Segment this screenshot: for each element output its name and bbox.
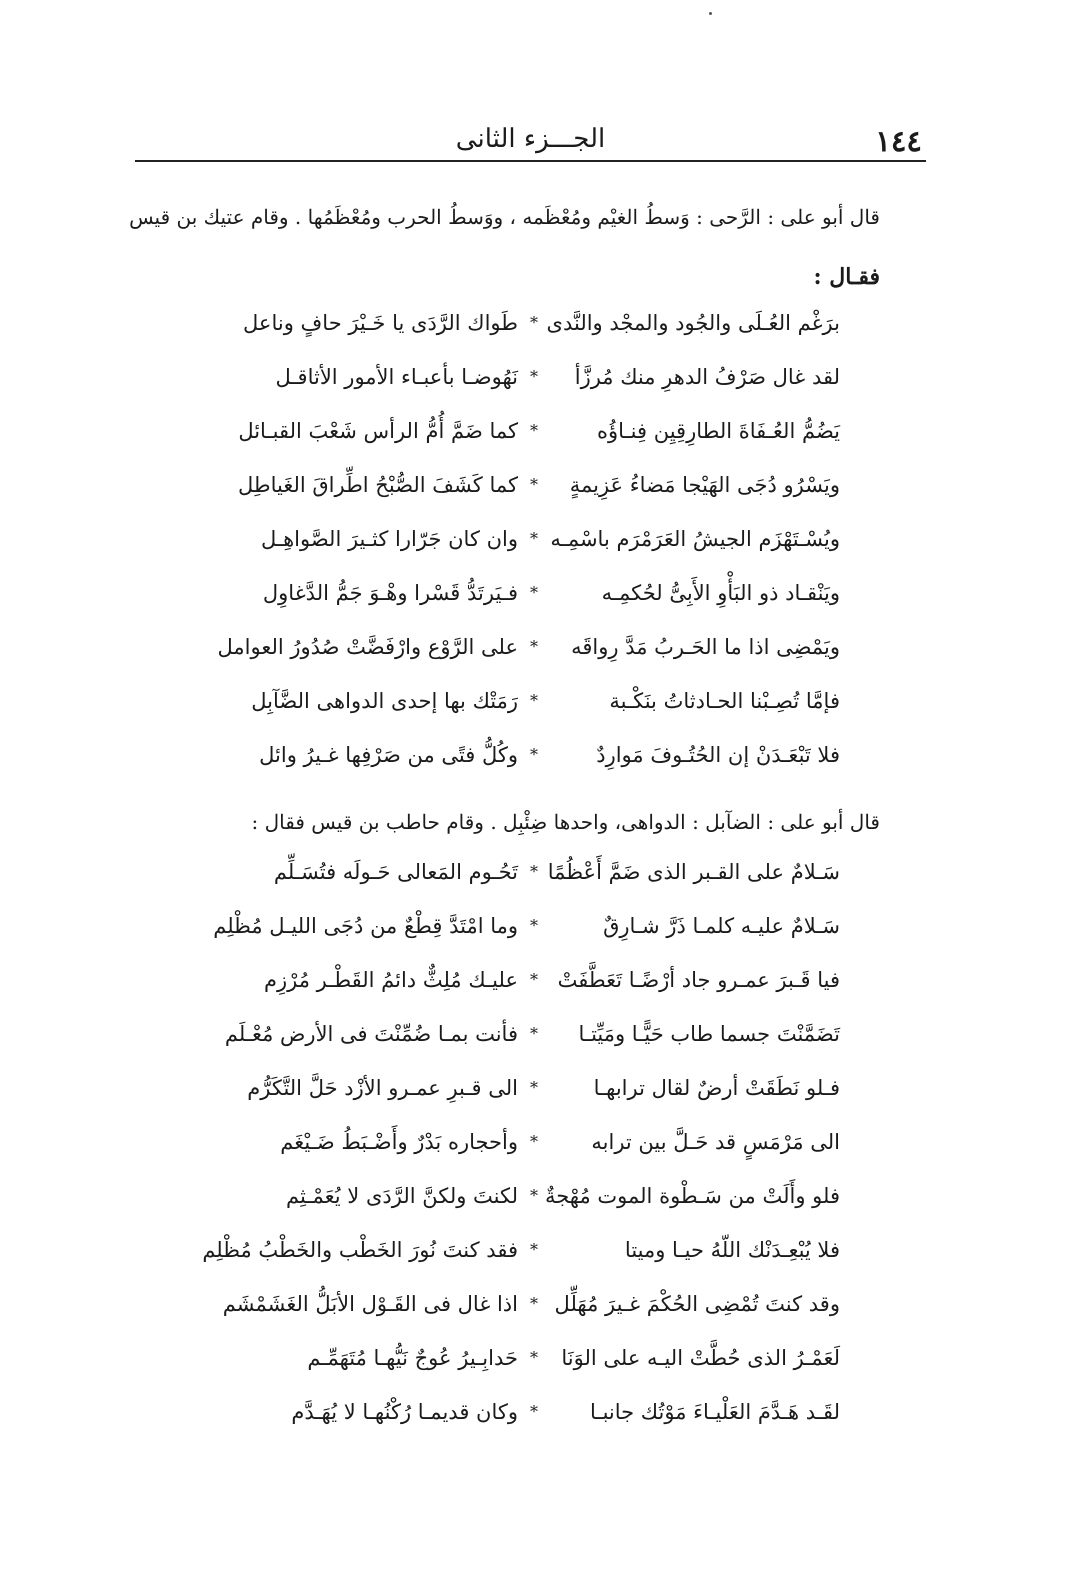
second-hemistich: لكنتَ ولكنَّ الرَّدَى لا يُعَمْـثِم [286,1184,518,1208]
poem-1 [205,296,840,782]
verse-line [205,620,840,674]
first-hemistich: لقد غال صَرْفُ الدهرِ منك مُرزَّأ [574,365,840,389]
second-hemistich: وكان قديمـا رُكْنُهـا لا يُهَـدَّم [291,1400,518,1424]
page-header [135,110,926,160]
hemistich-separator-star: * [530,583,538,602]
verse-line [205,728,840,782]
first-hemistich: سَـلامٌ عليـه كلمـا ذَرَّ شـارِقٌ [603,914,840,938]
first-hemistich: فإمَّا تُصِـبْنا الحـادثاتُ بنَكْـبة [609,689,840,713]
hemistich-separator-star: * [530,1348,538,1367]
ink-speck [709,12,712,15]
verse-line [205,1331,840,1385]
first-hemistich: ويَمْضِى اذا ما الحَـربُ مَدَّ رِواقَه [571,635,840,659]
hemistich-separator-star: * [530,745,538,764]
hemistich-separator-star: * [530,1186,538,1205]
verse-line [202,1223,840,1277]
first-hemistich: وقد كنتَ تُمْضِى الحُكْمَ غـيرَ مُهَلِّل [554,1292,840,1316]
first-hemistich: برَغْم العُـلَى والجُود والمجْد والنَّدى [546,311,840,335]
second-hemistich: وان كان جَرّارا كثـيرَ الصَّواهِـل [261,527,518,551]
hemistich-separator-star: * [530,1240,538,1259]
hemistich-separator-star: * [530,1078,538,1097]
second-hemistich: فـيَرتَدُّ قَسْرا وهْـوَ جَمُّ الدَّغاوِل [262,581,518,605]
verse-line [205,566,840,620]
second-hemistich: نَهُوضـا بأعبـاء الأمور الأثاقـل [275,365,518,389]
hemistich-separator-star: * [530,367,538,386]
second-hemistich: فقد كنتَ نُورَ الخَطْب والخَطْبُ مُظْلِم [202,1238,518,1262]
hemistich-separator-star: * [530,313,538,332]
hemistich-separator-star: * [530,529,538,548]
second-hemistich: وأحجاره بَدْرٌ وأَضْـبَطُ ضَـيْغَم [280,1130,518,1154]
prose-paragraph-1-continuation: فقـال : [813,264,880,290]
verse-line [205,1115,840,1169]
verse-line [205,1007,840,1061]
verse-line [205,512,840,566]
hemistich-separator-star: * [530,637,538,656]
verse-line [205,1385,840,1439]
first-hemistich: لقَـد هَـدَّمَ العَلْيـاءَ مَوْتُك جانبـا [590,1400,840,1424]
second-hemistich: اذا غال فى القَـوْل الأبَلُّ الغَشَمْشَم [222,1292,518,1316]
verse-line [205,1169,840,1223]
hemistich-separator-star: * [530,1294,538,1313]
first-hemistich: فلا يُبْعِـدَنْك اللّهُ حيـا وميتا [624,1238,840,1262]
second-hemistich: حَدابِـيرُ عُوجٌ نَيُّهـا مُتَهَمِّـم [307,1346,518,1370]
hemistich-separator-star: * [530,1132,538,1151]
first-hemistich: يَضُمُّ العُـفَاةَ الطارِقِيِن فِنـاؤُه [596,419,840,443]
first-hemistich: لَعَمْـرُ الذى حُطَّتْ اليـه على الوَنَا [561,1346,840,1370]
hemistich-separator-star: * [530,916,538,935]
first-hemistich: تَضَمَّنْتَ جسما طاب حَيًّـا ومَيِّتـا [578,1022,840,1046]
hemistich-separator-star: * [530,970,538,989]
second-hemistich: عليـك مُلِثٌّ دائمُ القَطْـر مُرْزِم [264,968,518,992]
verse-line [205,899,840,953]
verse-line [205,1061,840,1115]
prose-paragraph-1: قال أبو على : الرَّحى : وَسطُ الغيْم ومُعْظَمه ، ووَسطُ الحرب ومُعْظَمُها . وقام عتيك بن قيس [129,205,880,229]
first-hemistich: ويَنْقـاد ذو البَأْوِ الأَبِىُّ لحُكمِـه [601,581,840,605]
page-number: ١٤٤ [875,124,922,158]
second-hemistich: فأنت بمـا ضُمِّنْتَ فى الأرض مُعْـلَم [224,1022,518,1046]
first-hemistich: الى مَرْمَسٍ قد حَـلَّ بين ترابه [591,1130,840,1154]
verse-line [205,296,840,350]
hemistich-separator-star: * [530,1024,538,1043]
prose-paragraph-2: قال أبو على : الضآبل : الدواهى، واحدها ضِئْبِل . وقام حاطب بن قيس فقال : [251,810,880,834]
verse-line [205,1277,840,1331]
second-hemistich: كما ضَمَّ أُمُّ الرأس شَعْبَ القبـائل [238,419,518,443]
second-hemistich: على الرَّوْع وارْفَضَّتْ صُدُورُ العوامل [217,635,518,659]
second-hemistich: كما كَشَفَ الصُّبْحُ اطِّراقَ الغَياطِل [237,473,518,497]
poem-2 [202,845,840,1439]
verse-line [205,404,840,458]
second-hemistich: الى قـبرِ عمـرو الأزْد حَلَّ التَّكَرُّم [247,1076,518,1100]
running-title: الجـــزء الثانى [455,124,606,154]
first-hemistich: سَـلامٌ على القـبر الذى ضَمَّ أَعْظُمًا [547,860,840,884]
first-hemistich: ويُسْـتَهْزَم الجيشُ العَرَمْرَم باسْمِـه [550,527,840,551]
hemistich-separator-star: * [530,691,538,710]
hemistich-separator-star: * [530,475,538,494]
hemistich-separator-star: * [530,421,538,440]
second-hemistich: رَمَتْك بها إحدى الدواهى الضَّآبِل [251,689,518,713]
verse-line [205,845,840,899]
hemistich-separator-star: * [530,1402,538,1421]
first-hemistich: فيا قَـبرَ عمـرو جاد أرْضًـا تَعَطَّفَتْ [557,968,840,992]
header-rule [135,160,926,162]
second-hemistich: وما امْتَدَّ قِطْعٌ من دُجَى الليـل مُظْلِم [213,914,518,938]
second-hemistich: تَحُـوم المَعالى حَـولَه فتُسَـلِّم [273,860,518,884]
second-hemistich: طَواك الرَّدَى يا خَـيْرَ حافٍ وناعل [243,311,518,335]
first-hemistich: فلو وأَلَتْ من سَـطْوة الموت مُهْجةٌ [544,1184,840,1208]
verse-line [205,953,840,1007]
first-hemistich: فلا تَبْعَـدَنْ إن الحُتُـوفَ مَوارِدٌ [596,743,840,767]
first-hemistich: فـلو نَطَقَتْ أرضٌ لقال ترابهـا [593,1076,840,1100]
second-hemistich: وكُلُّ فتًى من صَرْفِها غـيرُ وائل [259,743,518,767]
first-hemistich: ويَسْرُو دُجَى الهَيْجا مَضاءُ عَزِيمةٍ [569,473,840,497]
verse-line [205,674,840,728]
verse-line [205,458,840,512]
hemistich-separator-star: * [530,862,538,881]
verse-line [205,350,840,404]
